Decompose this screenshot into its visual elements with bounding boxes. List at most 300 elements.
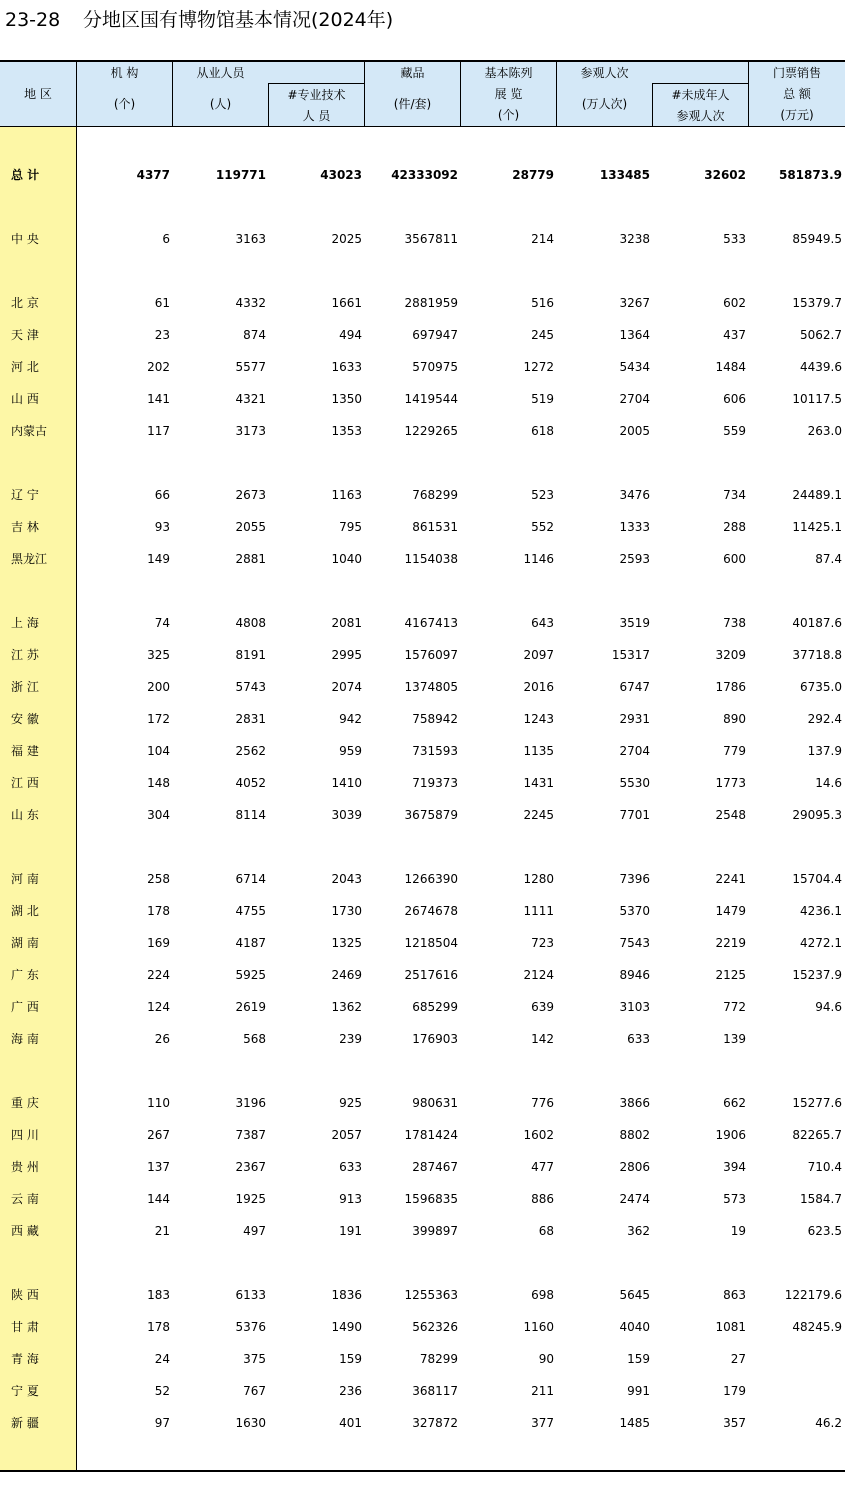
header-visitors-unit: (万人次) [581,97,628,111]
cell-visitors: 5645 [619,1288,650,1302]
header-ticket-sales: 门票销售 [772,66,821,80]
cell-collections: 287467 [412,1160,458,1174]
header-region: 地 区 [24,87,52,101]
region-label: 湖 北 [11,904,39,918]
cell-institutions: 6 [162,232,170,246]
cell-sales: 581873.9 [778,168,842,182]
cell-sales: 4272.1 [800,936,842,950]
cell-collections: 1781424 [404,1128,458,1142]
cell-collections: 768299 [412,488,458,502]
cell-visitors: 991 [627,1384,650,1398]
cell-minors: 394 [723,1160,746,1174]
cell-visitors: 133485 [599,168,650,182]
cell-visitors: 5530 [619,776,650,790]
cell-collections: 368117 [412,1384,458,1398]
cell-sales: 48245.9 [792,1320,842,1334]
cell-collections: 176903 [412,1032,458,1046]
cell-minors: 2241 [715,872,746,886]
cell-exhibitions: 516 [531,296,554,310]
region-label: 山 西 [11,392,39,406]
cell-tech: 1353 [331,424,362,438]
cell-collections: 685299 [412,1000,458,1014]
cell-minors: 1081 [715,1320,746,1334]
cell-institutions: 172 [147,712,170,726]
cell-employees: 375 [243,1352,266,1366]
cell-visitors: 2704 [619,744,650,758]
cell-collections: 861531 [412,520,458,534]
cell-institutions: 183 [147,1288,170,1302]
cell-tech: 1730 [331,904,362,918]
cell-sales: 87.4 [815,552,842,566]
cell-employees: 497 [243,1224,266,1238]
cell-tech: 1325 [331,936,362,950]
cell-employees: 119771 [215,168,266,182]
cell-employees: 5925 [235,968,266,982]
cell-minors: 437 [723,328,746,342]
cell-exhibitions: 377 [531,1416,554,1430]
cell-collections: 719373 [412,776,458,790]
cell-visitors: 7543 [619,936,650,950]
region-label: 甘 肃 [11,1320,39,1334]
cell-collections: 327872 [412,1416,458,1430]
cell-exhibitions: 2016 [523,680,554,694]
cell-visitors: 3238 [619,232,650,246]
cell-collections: 1419544 [404,392,458,406]
cell-sales: 710.4 [807,1160,842,1174]
cell-institutions: 4377 [136,168,170,182]
cell-exhibitions: 618 [531,424,554,438]
region-label: 陕 西 [11,1288,39,1302]
cell-tech: 494 [339,328,362,342]
region-label: 西 藏 [11,1224,39,1238]
cell-tech: 239 [339,1032,362,1046]
cell-visitors: 3519 [619,616,650,630]
cell-institutions: 200 [147,680,170,694]
cell-employees: 2619 [235,1000,266,1014]
region-label: 天 津 [11,328,39,342]
cell-minors: 179 [723,1384,746,1398]
cell-visitors: 1333 [619,520,650,534]
cell-employees: 6133 [235,1288,266,1302]
cell-tech: 1633 [331,360,362,374]
cell-visitors: 3476 [619,488,650,502]
header-minor-visitors-line2: 参观人次 [676,109,725,123]
cell-minors: 533 [723,232,746,246]
cell-collections: 1154038 [404,552,458,566]
table-code: 23-28 [5,9,61,31]
cell-minors: 2125 [715,968,746,982]
cell-collections: 1266390 [404,872,458,886]
cell-sales: 263.0 [807,424,842,438]
cell-sales: 5062.7 [800,328,842,342]
cell-exhibitions: 214 [531,232,554,246]
cell-tech: 942 [339,712,362,726]
cell-tech: 2057 [331,1128,362,1142]
cell-tech: 1362 [331,1000,362,1014]
cell-sales: 82265.7 [792,1128,842,1142]
cell-visitors: 3103 [619,1000,650,1014]
cell-exhibitions: 142 [531,1032,554,1046]
cell-tech: 1163 [331,488,362,502]
cell-institutions: 149 [147,552,170,566]
cell-collections: 399897 [412,1224,458,1238]
cell-employees: 2055 [235,520,266,534]
header-employees-unit: (人) [209,97,232,111]
cell-tech: 2074 [331,680,362,694]
cell-visitors: 8802 [619,1128,650,1142]
cell-employees: 2881 [235,552,266,566]
cell-institutions: 148 [147,776,170,790]
cell-exhibitions: 552 [531,520,554,534]
cell-minors: 3209 [715,648,746,662]
region-label: 云 南 [11,1192,39,1206]
cell-exhibitions: 1146 [523,552,554,566]
cell-minors: 890 [723,712,746,726]
cell-collections: 78299 [419,1352,458,1366]
cell-institutions: 66 [154,488,170,502]
region-label: 宁 夏 [11,1384,39,1398]
cell-employees: 874 [243,328,266,342]
cell-employees: 4332 [235,296,266,310]
cell-exhibitions: 2245 [523,808,554,822]
cell-sales: 15277.6 [792,1096,842,1110]
cell-sales: 94.6 [815,1000,842,1014]
cell-collections: 980631 [412,1096,458,1110]
cell-exhibitions: 2097 [523,648,554,662]
cell-institutions: 104 [147,744,170,758]
cell-collections: 562326 [412,1320,458,1334]
cell-sales: 623.5 [807,1224,842,1238]
cell-visitors: 5434 [619,360,650,374]
table-bottom-rule [0,1470,845,1472]
cell-institutions: 74 [154,616,170,630]
cell-sales: 4439.6 [800,360,842,374]
cell-institutions: 169 [147,936,170,950]
cell-sales: 85949.5 [792,232,842,246]
cell-visitors: 2005 [619,424,650,438]
header-ticket-sales-unit: (万元) [780,108,814,122]
cell-collections: 697947 [412,328,458,342]
cell-institutions: 26 [154,1032,170,1046]
table-title [5,5,393,32]
cell-employees: 1925 [235,1192,266,1206]
region-label: 河 南 [11,872,39,886]
cell-employees: 5376 [235,1320,266,1334]
cell-employees: 8191 [235,648,266,662]
cell-institutions: 21 [154,1224,170,1238]
cell-exhibitions: 28779 [512,168,554,182]
cell-visitors: 15317 [611,648,650,662]
cell-collections: 3675879 [404,808,458,822]
header-tech-staff-line2: 人 员 [302,109,331,123]
region-label: 内蒙古 [11,424,48,438]
cell-sales: 6735.0 [800,680,842,694]
cell-tech: 2995 [331,648,362,662]
cell-collections: 731593 [412,744,458,758]
cell-tech: 1040 [331,552,362,566]
cell-exhibitions: 1602 [523,1128,554,1142]
cell-exhibitions: 639 [531,1000,554,1014]
cell-minors: 1484 [715,360,746,374]
cell-collections: 1218504 [404,936,458,950]
cell-employees: 4321 [235,392,266,406]
cell-minors: 2548 [715,808,746,822]
cell-minors: 772 [723,1000,746,1014]
cell-institutions: 325 [147,648,170,662]
cell-exhibitions: 477 [531,1160,554,1174]
cell-sales: 37718.8 [792,648,842,662]
cell-minors: 1479 [715,904,746,918]
cell-minors: 606 [723,392,746,406]
cell-institutions: 24 [154,1352,170,1366]
cell-tech: 191 [339,1224,362,1238]
cell-institutions: 137 [147,1160,170,1174]
region-label: 四 川 [11,1128,39,1142]
cell-institutions: 52 [154,1384,170,1398]
region-label: 安 徽 [11,712,39,726]
header-tech-staff: #专业技术 [287,88,346,102]
cell-exhibitions: 2124 [523,968,554,982]
cell-minors: 357 [723,1416,746,1430]
cell-exhibitions: 523 [531,488,554,502]
cell-sales: 10117.5 [792,392,842,406]
cell-tech: 1661 [331,296,362,310]
cell-minors: 288 [723,520,746,534]
cell-tech: 159 [339,1352,362,1366]
cell-institutions: 23 [154,328,170,342]
cell-minors: 139 [723,1032,746,1046]
cell-collections: 570975 [412,360,458,374]
cell-tech: 1410 [331,776,362,790]
cell-visitors: 3866 [619,1096,650,1110]
region-label: 江 苏 [11,648,39,662]
cell-employees: 6714 [235,872,266,886]
cell-minors: 32602 [704,168,746,182]
region-label: 新 疆 [11,1416,39,1430]
cell-visitors: 2474 [619,1192,650,1206]
cell-minors: 662 [723,1096,746,1110]
region-label: 海 南 [11,1032,39,1046]
cell-employees: 568 [243,1032,266,1046]
cell-collections: 1576097 [404,648,458,662]
cell-minors: 1906 [715,1128,746,1142]
cell-exhibitions: 723 [531,936,554,950]
region-label: 河 北 [11,360,39,374]
cell-visitors: 159 [627,1352,650,1366]
cell-exhibitions: 1160 [523,1320,554,1334]
cell-sales: 11425.1 [792,520,842,534]
cell-sales: 15237.9 [792,968,842,982]
cell-institutions: 144 [147,1192,170,1206]
cell-minors: 27 [730,1352,746,1366]
cell-tech: 2081 [331,616,362,630]
cell-tech: 795 [339,520,362,534]
cell-minors: 573 [723,1192,746,1206]
cell-tech: 43023 [320,168,362,182]
cell-sales: 15379.7 [792,296,842,310]
cell-employees: 4052 [235,776,266,790]
cell-visitors: 362 [627,1224,650,1238]
cell-institutions: 304 [147,808,170,822]
cell-collections: 2881959 [404,296,458,310]
cell-collections: 2674678 [404,904,458,918]
cell-visitors: 2806 [619,1160,650,1174]
cell-sales: 1584.7 [800,1192,842,1206]
cell-minors: 602 [723,296,746,310]
cell-institutions: 124 [147,1000,170,1014]
header-exhibitions-unit: (个) [497,108,520,122]
region-label: 重 庆 [11,1096,39,1110]
region-label: 浙 江 [11,680,39,694]
cell-sales: 14.6 [815,776,842,790]
cell-visitors: 1364 [619,328,650,342]
cell-sales: 4236.1 [800,904,842,918]
column-divider [76,62,77,1470]
cell-exhibitions: 90 [538,1352,554,1366]
cell-visitors: 7701 [619,808,650,822]
cell-tech: 2469 [331,968,362,982]
cell-visitors: 2931 [619,712,650,726]
cell-collections: 1229265 [404,424,458,438]
cell-employees: 3196 [235,1096,266,1110]
region-label: 贵 州 [11,1160,39,1174]
cell-collections: 1596835 [404,1192,458,1206]
cell-exhibitions: 886 [531,1192,554,1206]
cell-exhibitions: 519 [531,392,554,406]
cell-visitors: 8946 [619,968,650,982]
cell-tech: 1490 [331,1320,362,1334]
cell-exhibitions: 1272 [523,360,554,374]
region-label: 北 京 [11,296,39,310]
region-label: 湖 南 [11,936,39,950]
cell-exhibitions: 245 [531,328,554,342]
header-collections: 藏品 [400,66,425,80]
cell-visitors: 3267 [619,296,650,310]
cell-tech: 959 [339,744,362,758]
cell-tech: 236 [339,1384,362,1398]
cell-visitors: 633 [627,1032,650,1046]
cell-collections: 42333092 [391,168,458,182]
region-label: 黑龙江 [11,552,48,566]
cell-exhibitions: 1135 [523,744,554,758]
cell-employees: 8114 [235,808,266,822]
cell-institutions: 117 [147,424,170,438]
cell-collections: 758942 [412,712,458,726]
cell-institutions: 258 [147,872,170,886]
cell-institutions: 178 [147,904,170,918]
cell-exhibitions: 1243 [523,712,554,726]
region-label: 江 西 [11,776,39,790]
cell-minors: 1786 [715,680,746,694]
cell-sales: 122179.6 [784,1288,842,1302]
subheader-rule [652,83,748,84]
cell-employees: 767 [243,1384,266,1398]
cell-employees: 2831 [235,712,266,726]
cell-minors: 1773 [715,776,746,790]
cell-institutions: 178 [147,1320,170,1334]
cell-sales: 40187.6 [792,616,842,630]
cell-employees: 2367 [235,1160,266,1174]
cell-sales: 137.9 [807,744,842,758]
header-ticket-sales-line2: 总 额 [783,87,811,101]
header-institutions: 机 构 [110,66,139,80]
cell-exhibitions: 776 [531,1096,554,1110]
cell-tech: 1836 [331,1288,362,1302]
cell-tech: 2043 [331,872,362,886]
region-label: 福 建 [11,744,39,758]
region-label: 吉 林 [11,520,39,534]
cell-employees: 4755 [235,904,266,918]
cell-institutions: 267 [147,1128,170,1142]
table-title-text: 分地区国有博物馆基本情况(2024年) [83,9,394,31]
region-label: 总 计 [11,168,40,182]
cell-institutions: 93 [154,520,170,534]
cell-visitors: 1485 [619,1416,650,1430]
cell-employees: 7387 [235,1128,266,1142]
header-employees: 从业人员 [196,66,245,80]
cell-collections: 2517616 [404,968,458,982]
header-institutions-unit: (个) [113,97,136,111]
cell-minors: 600 [723,552,746,566]
cell-visitors: 6747 [619,680,650,694]
cell-exhibitions: 211 [531,1384,554,1398]
cell-exhibitions: 643 [531,616,554,630]
subheader-rule [268,83,364,84]
cell-institutions: 141 [147,392,170,406]
cell-sales: 15704.4 [792,872,842,886]
cell-tech: 2025 [331,232,362,246]
cell-tech: 3039 [331,808,362,822]
cell-minors: 2219 [715,936,746,950]
header-exhibitions-line2: 展 览 [494,87,523,101]
header-visitors: 参观人次 [580,66,629,80]
cell-visitors: 4040 [619,1320,650,1334]
cell-employees: 3163 [235,232,266,246]
cell-employees: 2673 [235,488,266,502]
cell-institutions: 224 [147,968,170,982]
header-collections-unit: (件/套) [393,97,432,111]
cell-institutions: 61 [154,296,170,310]
cell-sales: 292.4 [807,712,842,726]
cell-collections: 3567811 [404,232,458,246]
cell-minors: 779 [723,744,746,758]
cell-tech: 401 [339,1416,362,1430]
cell-visitors: 2593 [619,552,650,566]
cell-minors: 734 [723,488,746,502]
cell-collections: 1255363 [404,1288,458,1302]
cell-employees: 5743 [235,680,266,694]
region-label: 广 西 [11,1000,39,1014]
cell-employees: 3173 [235,424,266,438]
cell-sales: 29095.3 [792,808,842,822]
cell-employees: 4808 [235,616,266,630]
cell-tech: 925 [339,1096,362,1110]
cell-sales: 46.2 [815,1416,842,1430]
region-label: 广 东 [11,968,39,982]
cell-visitors: 7396 [619,872,650,886]
header-exhibitions: 基本陈列 [484,66,533,80]
cell-exhibitions: 68 [538,1224,554,1238]
cell-sales: 24489.1 [792,488,842,502]
region-label: 上 海 [11,616,39,630]
cell-institutions: 97 [154,1416,170,1430]
region-label: 山 东 [11,808,39,822]
region-label: 辽 宁 [11,488,39,502]
header-bottom-rule [0,126,845,127]
cell-institutions: 202 [147,360,170,374]
cell-minors: 19 [730,1224,746,1238]
cell-visitors: 2704 [619,392,650,406]
